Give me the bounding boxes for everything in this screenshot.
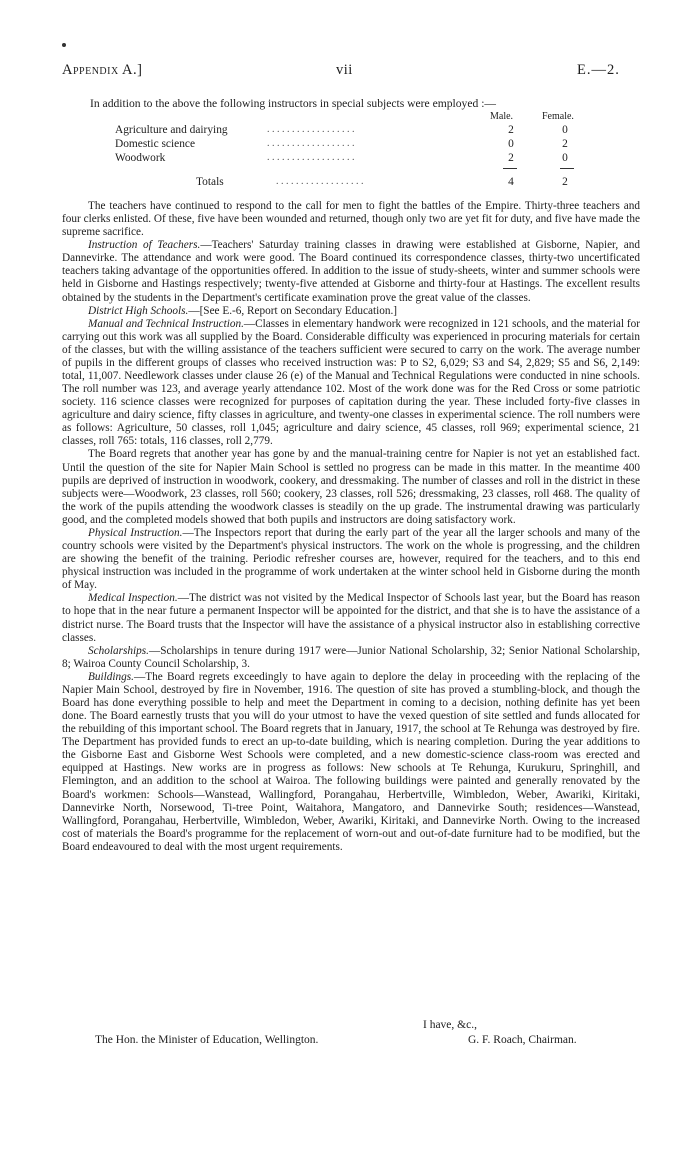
- leader-dots: . . . . . . . . . . . . . . . . . .: [276, 176, 364, 187]
- leader-dots: . . . . . . . . . . . . . . . . . .: [267, 152, 355, 163]
- row-female: 2: [562, 138, 568, 150]
- paragraph-heading: District High Schools.: [88, 304, 189, 317]
- report-body: [62, 200, 640, 854]
- paragraph-heading: Instruction of Teachers.: [88, 239, 201, 252]
- paragraph-heading: Manual and Technical Instruction.: [88, 317, 244, 330]
- totals-row: [196, 176, 576, 188]
- paragraph-instruction-of-teachers: Instruction of Teachers.—Teachers' Saturday training classes in drawing were established at Gisborne, Napier, and Dannevirke. The attendance and work were good. The Board continued its correspondence classes, thirty-two uncertificated teachers taking advantage of the opportunities offered. In addition to the issue of study-sheets, winter and summer schools were held in Gisborne and Hastings respectively; twenty-five attended at Gisborne and thirty-four at Hastings. The excellent results obtained by the students in the Department's certificate examination prove the great value of the classes.: [62, 239, 641, 304]
- leader-dots: . . . . . . . . . . . . . . . . . .: [267, 138, 355, 149]
- paragraph-medical-inspection: Medical Inspection.—The district was not visited by the Medical Inspector of Schools last year, but the Board has reason to hope that in the near future a permanent Inspector will be appointed for the district, and that she is to have the assistance of a district nurse. The Board trusts that the Inspector will have the assistance of a physical instructor also in establishing corrective classes.: [62, 592, 640, 644]
- total-rule-female: [560, 168, 574, 169]
- intro-line: In addition to the above the following instructors in special subjects were employed :—: [90, 97, 497, 110]
- row-female: 0: [562, 124, 568, 136]
- row-subject: Woodwork: [115, 152, 166, 164]
- closing-signatory: G. F. Roach, Chairman.: [468, 1034, 577, 1046]
- leader-dots: . . . . . . . . . . . . . . . . . .: [267, 124, 355, 135]
- totals-female: 2: [562, 176, 568, 188]
- row-male: 0: [508, 138, 514, 150]
- paragraph-district-high-schools: District High Schools.—[See E.-6, Report on Secondary Education.]: [88, 304, 398, 317]
- paragraph-manual-technical: Manual and Technical Instruction.—Classes in elementary handwork were recognized in 121 schools, and the material for carrying out this work was all supplied by the Board. Considerable difficulty was experienced in procuring materials for certain of the classes, but with the willing assistance of the teachers sufficient were secured to carry on the work. The average number of pupils in the different groups of classes who received instruction was: P to S2, 6,029; S3 and S4, 2,829; S5 and S6, 2,149: total, 11,007. Needlework classes under clause 26 (e) of the Manual and Technical Regulations were conducted in nine schools. The roll number was 123, and average yearly attendance 102. Most of the work done was for the Red Cross or some patriotic society. 116 science classes were recognized for purposes of capitation during the year. These included forty-five classes in agriculture and dairy science, fifty classes in agriculture, and twenty-one classes in experimental science. The roll numbers were as follows: Agriculture, 50 classes, roll 1,045; agriculture and dairy science, 45 classes, roll 969; experimental science, 21 classes, roll 765: totals, 116 classes, roll 2,779.: [62, 317, 641, 448]
- paragraph-scholarships: Scholarships.—Scholarships in tenure during 1917 were—Junior National Scholarship, 32; Senior National Scholarship, 8; Wairoa County Council Scholarship, 3.: [62, 644, 640, 670]
- header-appendix: Appendix A.]: [62, 62, 143, 78]
- total-rule-male: [503, 168, 517, 169]
- paragraph-physical-instruction: Physical Instruction.—The Inspectors report that during the early part of the year all the larger schools and many of the country schools were visited by the Department's physical instructors. The work on the whole is progressing, and the children are showing the benefit of the training. Periodic refresher courses are, however, required for the teachers, and to this end physical instruction was included in the programme of work undertaken at the winter school held in Gisborne during the month of May.: [62, 526, 640, 592]
- totals-label: Totals: [196, 176, 224, 188]
- row-subject: Domestic science: [115, 138, 196, 150]
- page-mark: [62, 43, 66, 47]
- column-header-male: Male.: [490, 111, 514, 122]
- closing-addressee: The Hon. the Minister of Education, Wellington.: [95, 1034, 319, 1046]
- row-male: 2: [508, 124, 514, 136]
- paragraph-manual-training-centre: The Board regrets that another year has gone by and the manual-training centre for Napier is not yet an established fact. Until the question of the site for Napier Main School is settled no progress can be made in this matter. In the meantime 400 pupils are deprived of instruction in woodwork, cookery, and dressmaking. The number of classes and roll in the district in these subjects were—Woodwork, 23 classes, roll 560; cookery, 23 classes, roll 526; dressmaking, 23 classes, roll 468. The quality of the work of the pupils attending the woodwork classes is steadily on the up grade. The instrumental drawing was particularly good, and the completed models showed that both pupils and instructors are doing satisfactory work.: [62, 448, 640, 526]
- paragraph-war-service: The teachers have continued to respond to the call for men to fight the battles of the Empire. Thirty-three teachers and four clerks enlisted. Of these, five have been wounded and returned, though only two are yet fit for duty, and five have made the supreme sacrifice.: [62, 200, 640, 239]
- closing-salutation: I have, &c.,: [423, 1019, 477, 1031]
- header-document-code: E.—2.: [577, 62, 620, 78]
- row-male: 2: [508, 152, 514, 164]
- paragraph-buildings: Buildings.—The Board regrets exceedingly to have again to deplore the delay in proceeding with the replacing of the Napier Main School, destroyed by fire in November, 1916. The question of site has proved a stumbling-block, and though the Board has done everything possible to help and meet the Department in coming to a decision, nothing definite has yet been done. The Board earnestly trusts that you will do your utmost to have the vexed question of site settled and funds allocated for the rebuilding of this important school. The Board regrets that in January, 1917, the school at Te Rehunga was destroyed by fire. The Department has provided funds to erect an up-to-date building, which is nearing completion. During the year additions to the Gisborne East and Gisborne West Schools were completed, and a new domestic-science class-room was erected and equipped at Hastings. New works are in progress as follows: New schools at Te Rehunga, Kurukuru, Springhill, and Flemington, and an addition to the school at Wairoa. The following buildings were painted and generally renovated by the Board's workmen: Schools—Wanstead, Wallingford, Porangahau, Herbertville, Wimbledon, Weber, Awariki, Kiritaki, Dannevirke North, Norsewood, Ti-tree Point, Waitahora, Mangatoro, and Dannevirke South; residences—Wanstead, Wallingford, Porangahau, Herbertville, Wimbledon, Weber, Awariki, Kiritaki, and Dannevirke North. Owing to the increased cost of materials the Board's programme for the replacement of worn-out and out-of-date furniture had to be modified, but the Board endeavoured to deal with the most urgent requirements.: [62, 670, 640, 853]
- totals-male: 4: [508, 176, 514, 188]
- column-header-female: Female.: [542, 111, 574, 122]
- row-female: 0: [562, 152, 568, 164]
- paragraph-heading: Scholarships.: [88, 644, 149, 657]
- paragraph-heading: Medical Inspection.: [88, 592, 178, 605]
- paragraph-heading: Physical Instruction.: [88, 526, 183, 539]
- header-page-number: vii: [336, 62, 353, 78]
- paragraph-heading: Buildings.: [88, 670, 134, 683]
- row-subject: Agriculture and dairying: [115, 124, 228, 136]
